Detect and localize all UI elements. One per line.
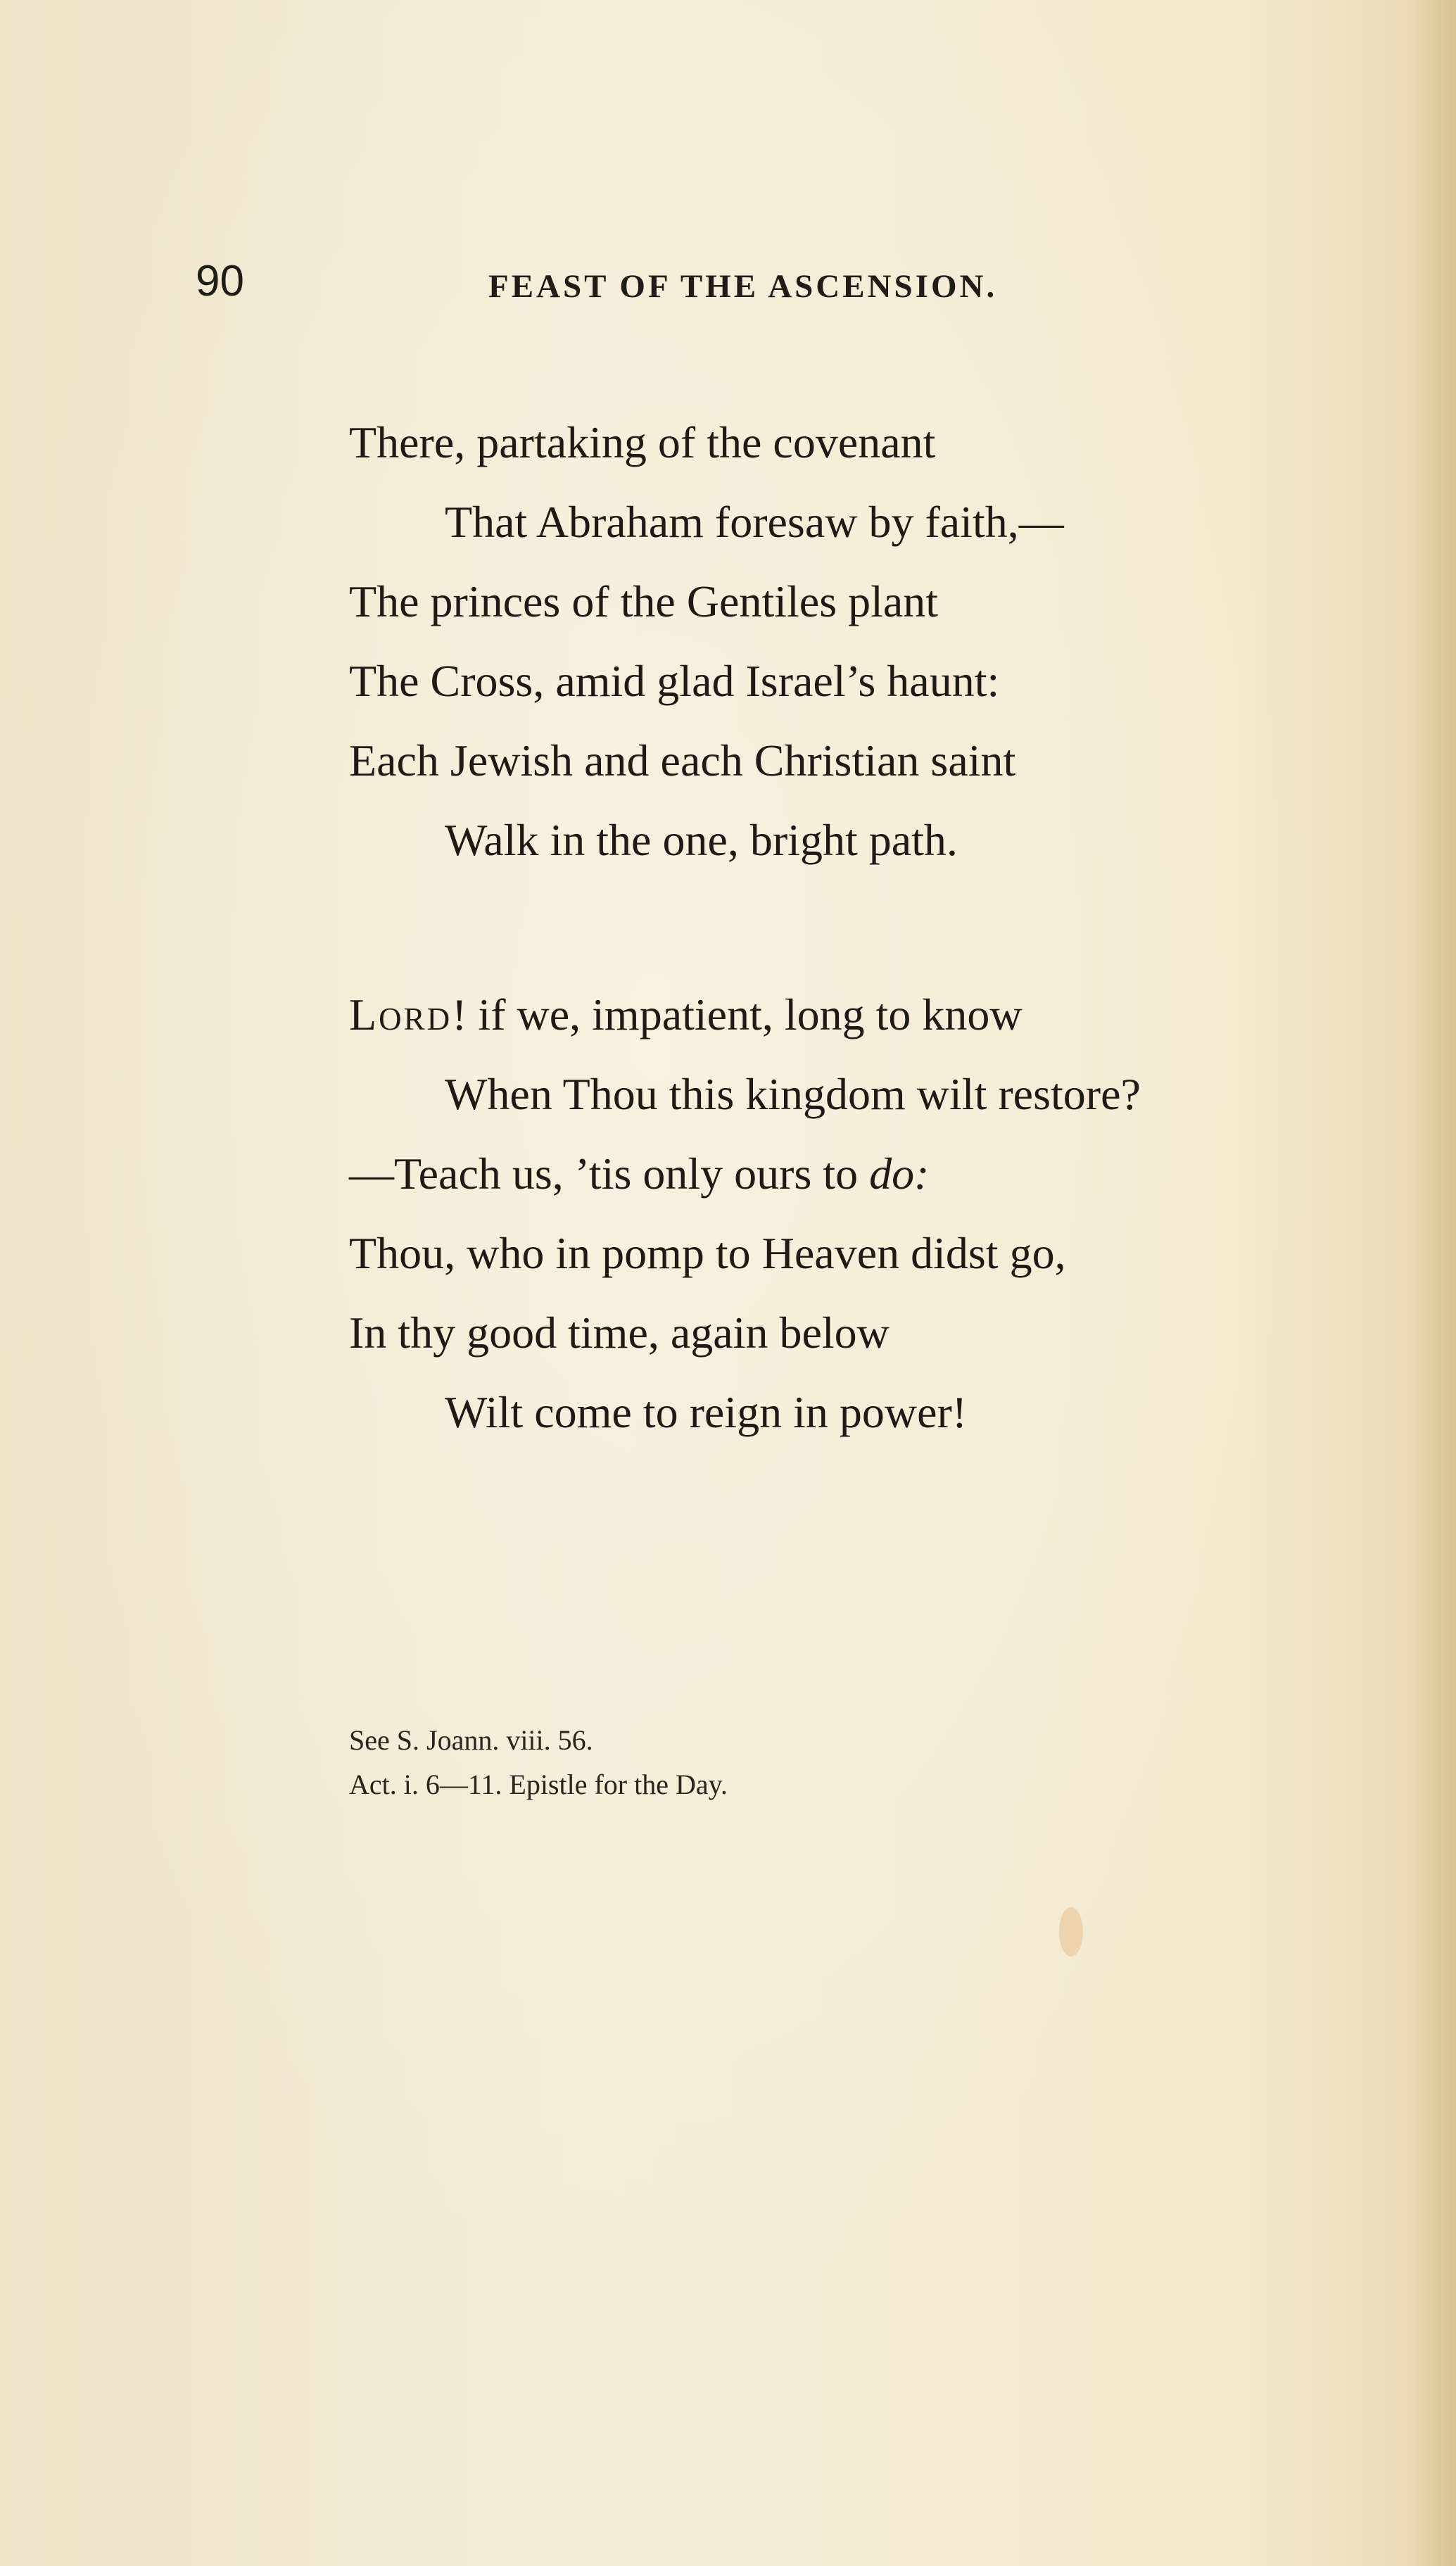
italic-word: do:	[869, 1149, 930, 1199]
poem-line-start: —Teach us, ’tis only ours to	[349, 1149, 870, 1199]
page-number: 90	[196, 257, 244, 305]
paper-stain	[1059, 1907, 1083, 1957]
lord-small-caps: Lord	[349, 990, 452, 1039]
poem-line: In thy good time, again below	[349, 1308, 890, 1358]
poem-line: Thou, who in pomp to Heaven didst go,	[349, 1228, 1066, 1278]
footnote: Act. i. 6—11. Epistle for the Day.	[349, 1769, 728, 1800]
poem-line: When Thou this kingdom wilt restore?	[445, 1069, 1141, 1119]
poem-line-rest: ! if we, impatient, long to know	[452, 990, 1023, 1039]
poem-line: Wilt come to reign in power!	[445, 1387, 968, 1437]
poem-line: Each Jewish and each Christian saint	[349, 735, 1016, 785]
poem-line: That Abraham foresaw by faith,—	[445, 497, 1064, 547]
poem-line: The princes of the Gentiles plant	[349, 576, 939, 626]
poem-line	[349, 984, 1023, 1046]
running-head: FEAST OF THE ASCENSION.	[488, 268, 998, 305]
poem-line: Walk in the one, bright path.	[445, 815, 958, 865]
poem-line: There, partaking of the covenant	[349, 417, 936, 467]
footnote: See S. Joann. viii. 56.	[349, 1724, 593, 1756]
poem-line: The Cross, amid glad Israel’s haunt:	[349, 656, 1000, 706]
page-edge-shadow	[1414, 0, 1456, 2566]
poem-line	[349, 1143, 929, 1205]
